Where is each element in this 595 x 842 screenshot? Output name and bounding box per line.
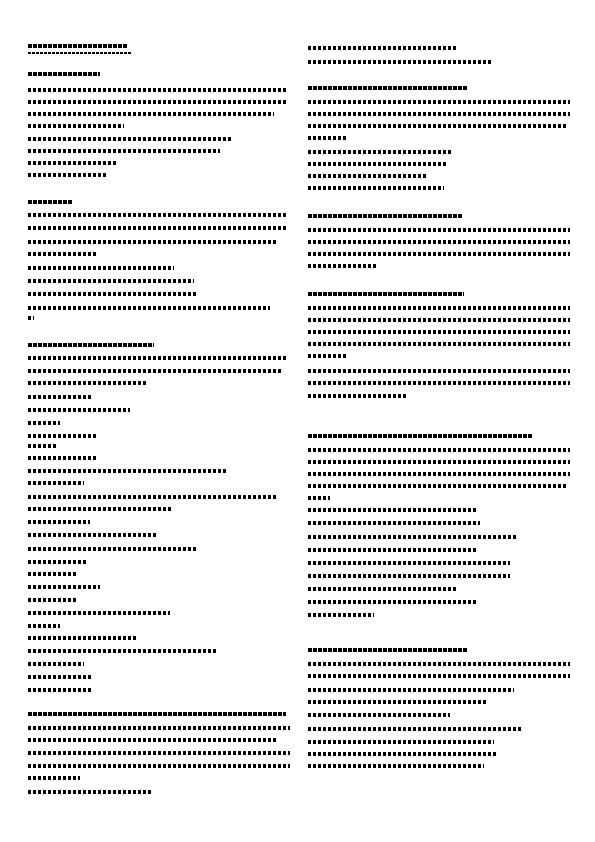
text-line — [28, 598, 76, 602]
text-line — [28, 507, 172, 511]
text-line — [28, 173, 106, 177]
text-line — [308, 354, 348, 358]
text-line — [308, 688, 514, 692]
text-line — [28, 408, 130, 412]
text-line — [308, 136, 346, 140]
section-heading — [28, 712, 286, 716]
text-line — [308, 240, 570, 244]
text-line — [28, 124, 124, 128]
text-line — [28, 137, 232, 141]
section-heading — [308, 648, 468, 652]
text-line — [28, 611, 170, 615]
text-line — [308, 662, 570, 666]
text-line — [308, 60, 492, 64]
text-line — [308, 752, 496, 756]
text-line — [28, 395, 92, 399]
text-line — [28, 316, 34, 320]
section-heading — [308, 434, 532, 438]
text-line — [308, 727, 522, 731]
text-line — [308, 150, 452, 154]
text-line — [308, 112, 570, 116]
text-line — [28, 252, 98, 256]
text-line — [28, 738, 278, 742]
text-line — [28, 560, 88, 564]
text-line — [28, 790, 152, 794]
text-line — [308, 124, 566, 128]
text-line — [308, 496, 330, 500]
text-line — [28, 266, 174, 270]
text-line — [308, 100, 570, 104]
text-line — [28, 649, 218, 653]
text-line — [28, 520, 90, 524]
text-line — [28, 764, 290, 768]
text-line — [28, 100, 286, 104]
text-line — [28, 572, 76, 576]
section-heading — [28, 200, 72, 204]
text-line — [28, 688, 92, 692]
text-line — [308, 613, 374, 617]
text-line — [308, 162, 448, 166]
text-line — [308, 174, 428, 178]
text-line — [308, 561, 510, 565]
text-line — [28, 776, 80, 780]
text-line — [28, 112, 274, 116]
section-heading — [308, 292, 464, 296]
text-line — [308, 330, 570, 334]
text-line — [28, 226, 286, 230]
text-line — [28, 161, 116, 165]
text-line — [308, 264, 376, 268]
text-line — [308, 484, 566, 488]
text-line — [308, 472, 570, 476]
text-line — [308, 674, 570, 678]
text-line — [308, 700, 488, 704]
text-line — [308, 587, 458, 591]
text-line — [28, 149, 220, 153]
text-line — [28, 585, 100, 589]
text-line — [308, 740, 494, 744]
text-line — [28, 240, 278, 244]
text-line — [28, 213, 286, 217]
text-line — [28, 751, 290, 755]
text-line — [28, 279, 194, 283]
document-title — [28, 44, 128, 48]
text-line — [308, 228, 570, 232]
text-line — [308, 306, 570, 310]
text-line — [28, 495, 276, 499]
text-line — [28, 547, 196, 551]
text-line — [308, 535, 518, 539]
title-underline — [28, 52, 132, 54]
text-line — [28, 624, 60, 628]
right-column — [308, 0, 578, 842]
text-line — [308, 764, 484, 768]
section-heading — [308, 86, 468, 90]
text-line — [308, 252, 570, 256]
text-line — [28, 356, 286, 360]
text-line — [28, 636, 138, 640]
text-line — [308, 460, 570, 464]
text-line — [308, 342, 570, 346]
text-line — [28, 381, 146, 385]
text-line — [28, 88, 286, 92]
text-line — [28, 675, 92, 679]
text-line — [308, 713, 450, 717]
text-line — [28, 533, 156, 537]
text-line — [308, 318, 570, 322]
text-line — [28, 444, 56, 448]
text-line — [28, 306, 270, 310]
text-line — [28, 481, 84, 485]
text-line — [308, 574, 510, 578]
section-heading — [308, 214, 462, 218]
text-line — [308, 521, 480, 525]
text-line — [308, 381, 570, 385]
text-line — [28, 369, 282, 373]
section-heading — [28, 343, 154, 347]
text-line — [308, 548, 476, 552]
text-line — [28, 434, 96, 438]
text-line — [308, 448, 570, 452]
text-line — [28, 292, 196, 296]
text-line — [308, 394, 408, 398]
text-line — [308, 186, 444, 190]
text-line — [28, 469, 228, 473]
text-line — [28, 456, 98, 460]
text-line — [308, 46, 456, 50]
text-line — [308, 369, 570, 373]
left-column — [28, 0, 298, 842]
text-line — [28, 421, 60, 425]
text-line — [308, 508, 478, 512]
text-line — [28, 726, 290, 730]
section-heading — [28, 72, 100, 76]
text-line — [308, 600, 476, 604]
text-line — [28, 662, 84, 666]
